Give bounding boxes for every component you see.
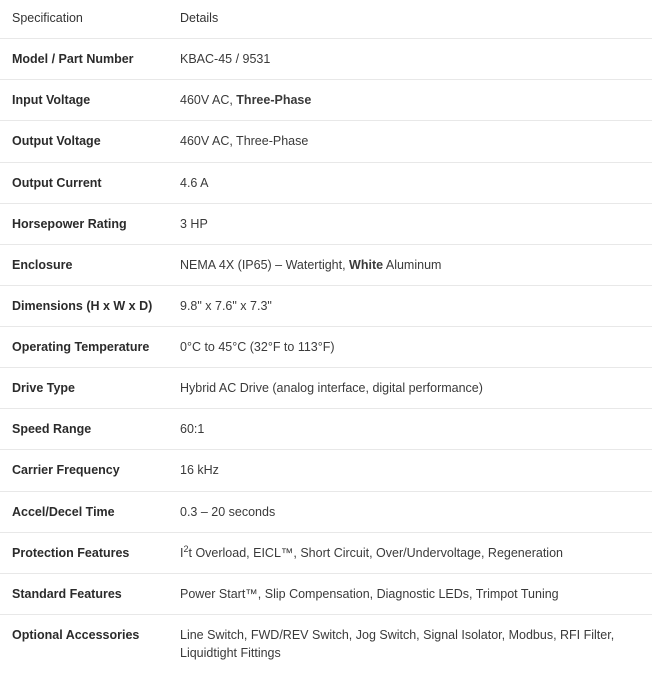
spec-value: NEMA 4X (IP65) – Watertight, White Aluminum [168,244,652,285]
spec-value: Power Start™, Slip Compensation, Diagnostic LEDs, Trimpot Tuning [168,573,652,614]
spec-label: Input Voltage [0,80,168,121]
spec-value: 460V AC, Three-Phase [168,121,652,162]
table-row [0,244,652,285]
spec-value: 460V AC, Three-Phase [168,80,652,121]
table-row [0,39,652,80]
table-row [0,121,652,162]
spec-label: Speed Range [0,409,168,450]
spec-label: Enclosure [0,244,168,285]
spec-value: 3 HP [168,203,652,244]
spec-label: Standard Features [0,573,168,614]
spec-label: Operating Temperature [0,327,168,368]
table-row [0,614,652,673]
table-row [0,491,652,532]
spec-value: Hybrid AC Drive (analog interface, digital performance) [168,368,652,409]
column-header-details: Details [168,0,652,39]
spec-label: Carrier Frequency [0,450,168,491]
spec-value: 0°C to 45°C (32°F to 113°F) [168,327,652,368]
table-row [0,327,652,368]
table-row [0,532,652,573]
column-header-specification: Specification [0,0,168,39]
spec-label: Horsepower Rating [0,203,168,244]
table-row [0,409,652,450]
spec-value: $I^2t$ Overload, EICL™, Short Circuit, Over/Undervoltage, Regeneration [168,532,652,573]
table-row [0,285,652,326]
table-header [0,0,652,39]
spec-label: Optional Accessories [12,627,140,642]
spec-value: KBAC-45 / 9531 [168,39,652,80]
spec-label: Dimensions (H x W x D) [0,285,168,326]
spec-value: 16 kHz [168,450,652,491]
spec-label: Output Voltage [0,121,168,162]
table-row [0,162,652,203]
table-row [0,203,652,244]
spec-label: Accel/Decel Time [0,491,168,532]
table-body [0,39,652,674]
spec-label: Drive Type [0,368,168,409]
spec-value: 60:1 [168,409,652,450]
table-row [0,573,652,614]
spec-value: Line Switch, FWD/REV Switch, Jog Switch, Signal Isolator, Modbus, RFI Filter, Liquidtight Fittings [180,627,615,660]
spec-label: Model / Part Number [0,39,168,80]
spec-value: 4.6 A [168,162,652,203]
spec-value: 9.8" x 7.6" x 7.3" [168,285,652,326]
spec-label: Protection Features [0,532,168,573]
table-row [0,450,652,491]
spec-value: 0.3 – 20 seconds [168,491,652,532]
table-row [0,368,652,409]
spec-label: Output Current [0,162,168,203]
table-header-row [0,0,652,39]
table-row [0,80,652,121]
